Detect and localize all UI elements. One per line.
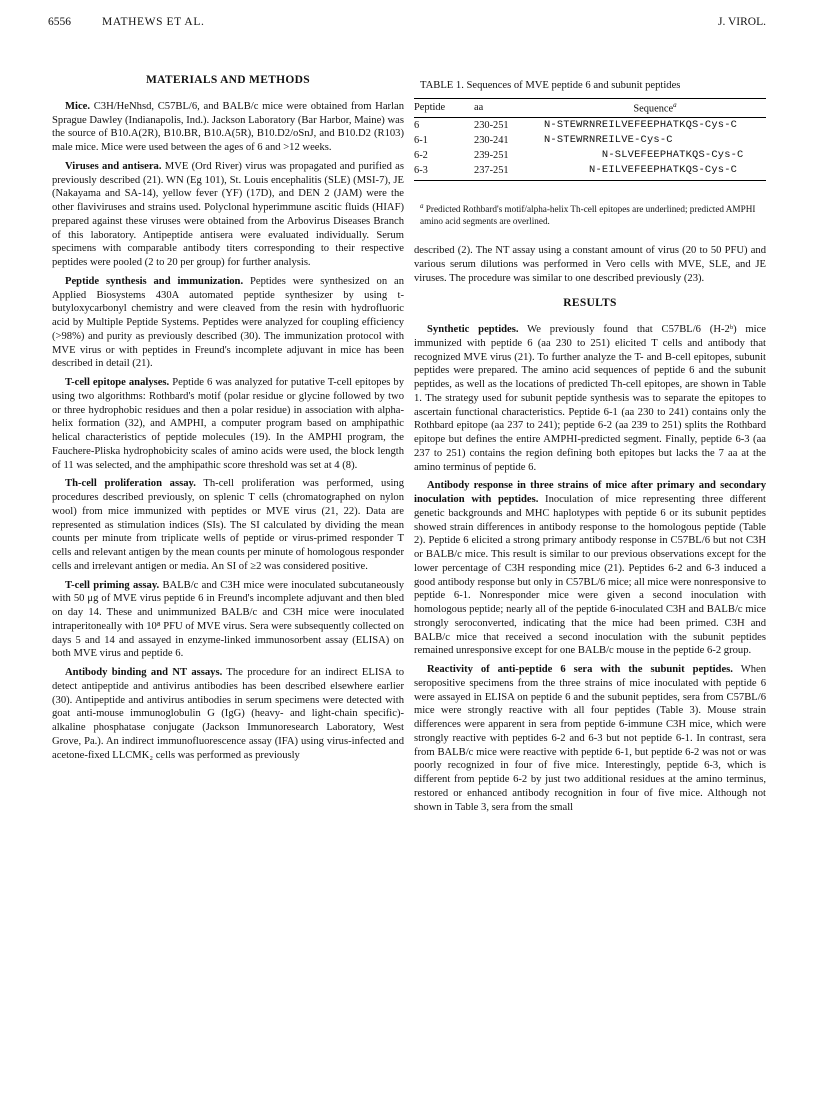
table-row xyxy=(414,133,766,148)
paragraph-lead: Th-cell proliferation assay. xyxy=(65,478,196,490)
peptide-cell: 6-1 xyxy=(414,135,428,147)
paragraph xyxy=(414,323,766,474)
methods-continuation: described (2). The NT assay using a constant amount of virus (20 to 50 PFU) and various serum dilutions was performed in Vero cells with MVE, SLE, and JE viruses. The procedure was similar to one described previously (23). xyxy=(414,245,766,284)
aa-range-cell: 237-251 xyxy=(466,163,544,180)
paragraph-text: The procedure for an indirect ELISA to detect antipeptide and antivirus antibodies has been described elsewhere earlier (30). Antipeptide and antivirus antibodies in serum specimens were detected with goat anti-mouse immunoglobulin G (IgG) (heavy- and light-chain specific)-alkaline phosphatase conjugate (Jackson Immunoresearch Laboratory, West Grove, Pa.). An indirect immunofluorescence assay (IFA) using virus-infected and acetone-fixed LLCMK₂ cells was performed as previously xyxy=(52,667,404,761)
methods-paragraphs xyxy=(52,100,404,763)
paragraph-lead: Synthetic peptides. xyxy=(427,324,519,335)
paragraph-lead: T-cell priming assay. xyxy=(65,579,160,591)
paragraph-text: Peptide 6 was analyzed for putative T-cell epitopes by using two algorithms: Rothbard's motif (polar residue or glycine followed by two or three hydrophobic residues and then a polar residue) in association with alpha-helix formation (32), and AMPHI, a computer program based on amphipathic helical characteristics of peptide molecules (19). In the AMPHI program, the Fauchere-Pliska hydrophobicity scales of amino acids were used, the block length of 11 was selected, and the amphipathic score threshold was set at 4 (8). xyxy=(52,377,404,471)
paragraph xyxy=(52,100,404,155)
footnote-text: Predicted Rothbard's motif/alpha-helix Th-cell epitopes are underlined; predicted AMPHI amino acid segments are overlined. xyxy=(420,204,756,227)
paragraph xyxy=(52,666,404,762)
right-column xyxy=(414,244,766,819)
paragraph-lead: Reactivity of anti-peptide 6 sera with the subunit peptides. xyxy=(427,664,733,675)
footnote-mark: a xyxy=(673,101,677,109)
paragraph xyxy=(52,376,404,472)
section-title-results: RESULTS xyxy=(563,297,617,310)
paragraph-text: Inoculation of mice representing three different genetic backgrounds and MHC haplotypes with peptide 6 or its subunit peptides showed strain differences in antibody response to the homologous peptide (Table 2). Peptide 6 elicited a strong primary antibody response in C57BL/6 but not C3H or BALB/c mice. This result is similar to our previous observations except for the lower percentage of C3H responding mice (21). Peptides 6-2 and 6-3 induced a good antibody response but only in C57BL/6 mice; all mice were nonresponsive to peptide 6-1. Nonresponder mice were given a second inoculation with homologous peptide; nearly all of the peptide 6-inoculated C3H and BALB/c mice strongly seroconverted, indicating that the mice had been primed. C3H and BALB/c mice that received a second inoculation with the subunit peptides remained unresponsive except for one BALB/c mouse in the peptide 6-2 group. xyxy=(414,494,766,657)
peptide-cell: 6 xyxy=(414,120,420,132)
paragraph-text: Th-cell proliferation was performed, using procedures described previously, on splenic T cells (chromatographed on nylon wool) from mice immunized with peptides or MVE virus (21, 22). Data are represented as stimulation indices (SIs). The SI calculated by dividing the mean counts per minute from triplicate wells of peptide or virus-primed responder T cells and relevant antigen by the mean counts per minute of homologous responder cells and irrelevant antigen or media. An SI of ≥2 was considered positive. xyxy=(52,478,404,572)
table1-header-row xyxy=(414,99,766,118)
paragraph xyxy=(52,275,404,371)
sequence-cell: N-EILVEFEEPHATKQS-Cys-C xyxy=(544,163,766,180)
paragraph xyxy=(414,479,766,658)
table-row xyxy=(414,163,766,180)
paragraph xyxy=(52,579,404,662)
table1-body xyxy=(414,118,766,180)
table1-col-sequence xyxy=(544,99,766,118)
paragraph-lead: Antibody binding and NT assays. xyxy=(65,667,223,678)
sequence-cell: N-STEWRNREILVEFEEPHATKQS-Cys-C xyxy=(544,119,738,132)
sequence-cell: N-STEWRNREILVE-Cys-C xyxy=(544,134,673,147)
results-paragraphs xyxy=(414,323,766,814)
paragraph-text: We previously found that C57BL/6 (H-2ᵇ) mice immunized with peptide 6 (aa 230 to 251) elicited T cells and antibody that recognized MVE virus (21). To further analyze the T- and B-cell epitopes, subunit peptides were prepared. The amino acid sequences of peptide 6 and the subunit peptides, as well as the locations of predicted Th-cell epitopes, are shown in Table 1. The strategy used for subunit peptide synthesis was to separate the epitopes to ascertain functional characteristics. Peptide 6-1 (aa 230 to 241) contains only the Rothbard epitope (aa 237 to 241); peptide 6-2 (aa 239 to 251) splits the Rothbard epitope but defines the entire AMPHI-predicted segment. Finally, peptide 6-3 (aa 237 to 251) contains the region defining both epitopes but lacks the 7 aa at the amino terminus of peptide 6. xyxy=(414,324,766,473)
running-header xyxy=(48,16,766,32)
paragraph xyxy=(414,663,766,814)
table1-col-aa: aa xyxy=(466,99,544,118)
paragraph-lead: T-cell epitope analyses. xyxy=(65,377,170,388)
left-column xyxy=(52,74,404,767)
table1-col-peptide: Peptide xyxy=(414,99,466,118)
table1-footnote xyxy=(420,200,766,227)
table-row xyxy=(414,148,766,163)
table-row xyxy=(414,118,766,133)
paragraph-lead: Mice. xyxy=(65,100,90,112)
aa-range-cell: 230-251 xyxy=(474,120,509,132)
paragraph-text: MVE (Ord River) virus was propagated and purified as previously described (21). WN (Eg 101), St. Louis encephalitis (SLE) (MSI-7), JE (Nakayama and SA-14), yellow fever (YF) (17D), and DEN 2 (JAM) were the other flaviviruses and strains used. Polyclonal hyperimmune ascitic fluids (HIAF) prepared against these viruses were obtained from the Arbovirus Diseases Branch of this laboratory. Antipeptide antisera were evaluated individually. Serum specimens with comparable antibody titers corresponding to their respective peptides were pooled (2 to 20 per group) for further analysis. xyxy=(52,160,404,268)
paragraph xyxy=(52,477,404,573)
running-authors: MATHEWS ET AL. xyxy=(102,16,205,28)
paragraph xyxy=(52,160,404,270)
paragraph-text: BALB/c and C3H mice were inoculated subcutaneously with 50 μg of MVE virus peptide 6 in Freund's incomplete adjuvant and then bled on day 14. These and unimmunized BALB/c and C3H mice were inoculated intraperitoneally with 10⁸ PFU of MVE virus. Sera were subsequently collected on days 5 and 14 and assayed in enzyme-linked immunosorbent assay (ELISA) on both MVE virus and peptide 6. xyxy=(52,579,405,660)
sequence-cell: N-SLVEFEEPHATKQS-Cys-C xyxy=(544,149,744,162)
peptide-cell: 6-3 xyxy=(414,163,466,180)
sequence-header-text: Sequence xyxy=(633,103,674,115)
paragraph-lead: Antibody response in three strains of mice after primary and secondary inoculation with peptides. xyxy=(414,480,766,505)
paragraph-lead: Peptide synthesis and immunization. xyxy=(65,275,244,287)
paragraph-text: C3H/HeNhsd, C57BL/6, and BALB/c mice were obtained from Harlan Sprague Dawley (Indianapolis, Ind.). Jackson Laboratory (Bar Harbor, Maine) was the source of B10.A(2R), B10.BR, B10.A(5R), B10.D2/oSnJ, and B10.D2 (R103) male mice. Mice were used between the ages of 6 and >12 weeks. xyxy=(52,100,404,153)
aa-range-cell: 230-241 xyxy=(474,135,509,147)
section-title-methods: MATERIALS AND METHODS xyxy=(146,74,310,86)
paragraph-text: When seropositive specimens from the three strains of mice inoculated with peptide 6 were assayed in ELISA on peptide 6 and the subunit peptides, sera from C57BL/6 mice were strongly reactive with all four peptides (Table 3). Mouse strain differences were apparent in sera from peptide 6-immune C3H mice, which were strongly reactive with peptides 6-2 and 6-3 but not peptide 6-1. In contrast, sera from BALB/c mice were reactive with peptide 6-1, but peptide 6-2 was not or was poorly recognized in four of five mice. Interestingly, peptide 6-3, which is different from peptide 6-2 by just two additional residues at the amino terminus, restored or enhanced antibody recognition in four of five mice. Although not shown in Table 3, sera from the small xyxy=(414,664,766,813)
paragraph-text: Peptides were synthesized on an Applied Biosystems 430A automated peptide synthesizer by using t-butyloxycarbonyl chemistry and were cleaved from the resin with hydrofluoric acid by Multiple Peptide Systems. Peptides were analyzed for coupling efficiency (>98%) and purity as previously described (30). The immunization protocol with MVE virus or with peptides in Freund's incomplete adjuvant in mice has been described in detail (21). xyxy=(52,275,405,370)
page-number: 6556 xyxy=(48,16,71,28)
journal-abbrev: J. VIROL. xyxy=(717,16,766,28)
peptide-cell: 6-2 xyxy=(414,150,428,162)
paragraph-lead: Viruses and antisera. xyxy=(65,160,162,172)
footnote-mark: a xyxy=(420,202,424,210)
aa-range-cell: 239-251 xyxy=(474,150,509,162)
table1 xyxy=(414,98,766,181)
table1-caption: TABLE 1. Sequences of MVE peptide 6 and subunit peptides xyxy=(420,80,681,91)
